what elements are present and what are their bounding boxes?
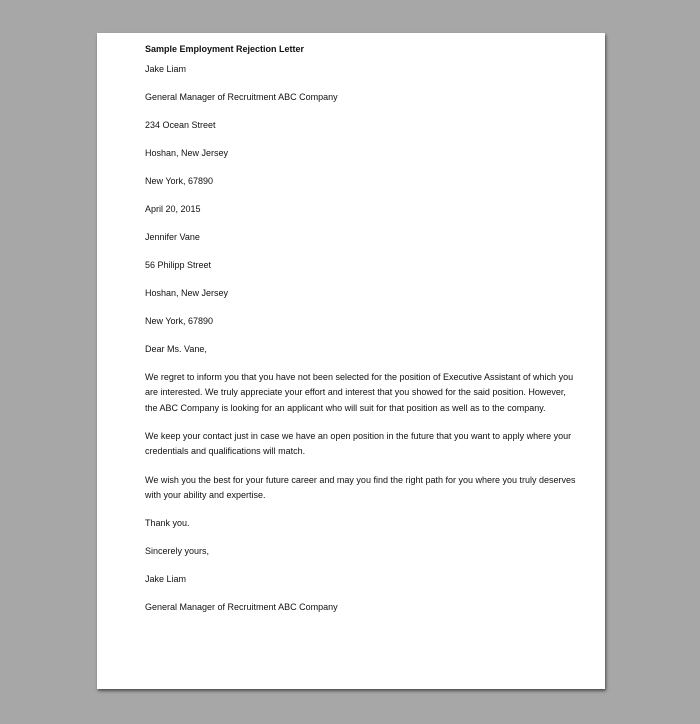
paragraph-line: We regret to inform you that you have not been selected for the position of Executive Assistant of which you <box>145 372 574 382</box>
sender-position: General Manager of Recruitment ABC Company <box>145 92 338 102</box>
letter-date: April 20, 2015 <box>145 204 201 214</box>
letter-page <box>97 33 605 689</box>
paragraph-line: credentials and qualifications will match. <box>145 446 306 457</box>
recipient-street: 56 Philipp Street <box>145 260 212 270</box>
paragraph-rejection <box>145 370 574 416</box>
recipient-city-zip: New York, 67890 <box>145 316 214 326</box>
sender-street: 234 Ocean Street <box>145 120 216 130</box>
sender-name: Jake Liam <box>145 64 187 74</box>
paragraph-line: with your ability and expertise. <box>145 490 266 501</box>
closing-line: Sincerely yours, <box>145 546 210 556</box>
paragraph-line: are interested. We truly appreciate your effort and interest that you showed for the said position. However, <box>145 387 566 398</box>
recipient-name: Jennifer Vane <box>145 232 200 242</box>
paragraph-line: We wish you the best for your future career and may you find the right path for you where you truly deserves <box>145 475 576 485</box>
paragraph-line: the ABC Company is looking for an applicant who will suit for that position as well as to the company. <box>145 402 546 413</box>
paragraph-wishes <box>145 473 576 504</box>
sender-city-state: Hoshan, New Jersey <box>145 148 229 158</box>
recipient-city-state: Hoshan, New Jersey <box>145 288 229 298</box>
sender-city-zip: New York, 67890 <box>145 176 214 186</box>
thanks-line: Thank you. <box>145 518 190 528</box>
salutation: Dear Ms. Vane, <box>145 344 207 354</box>
letter-title: Sample Employment Rejection Letter <box>145 44 305 54</box>
signature-name: Jake Liam <box>145 574 187 584</box>
paragraph-line: We keep your contact just in case we have an open position in the future that you want to apply where your <box>145 431 572 441</box>
paragraph-contact <box>145 429 572 460</box>
signature-position: General Manager of Recruitment ABC Company <box>145 602 338 612</box>
